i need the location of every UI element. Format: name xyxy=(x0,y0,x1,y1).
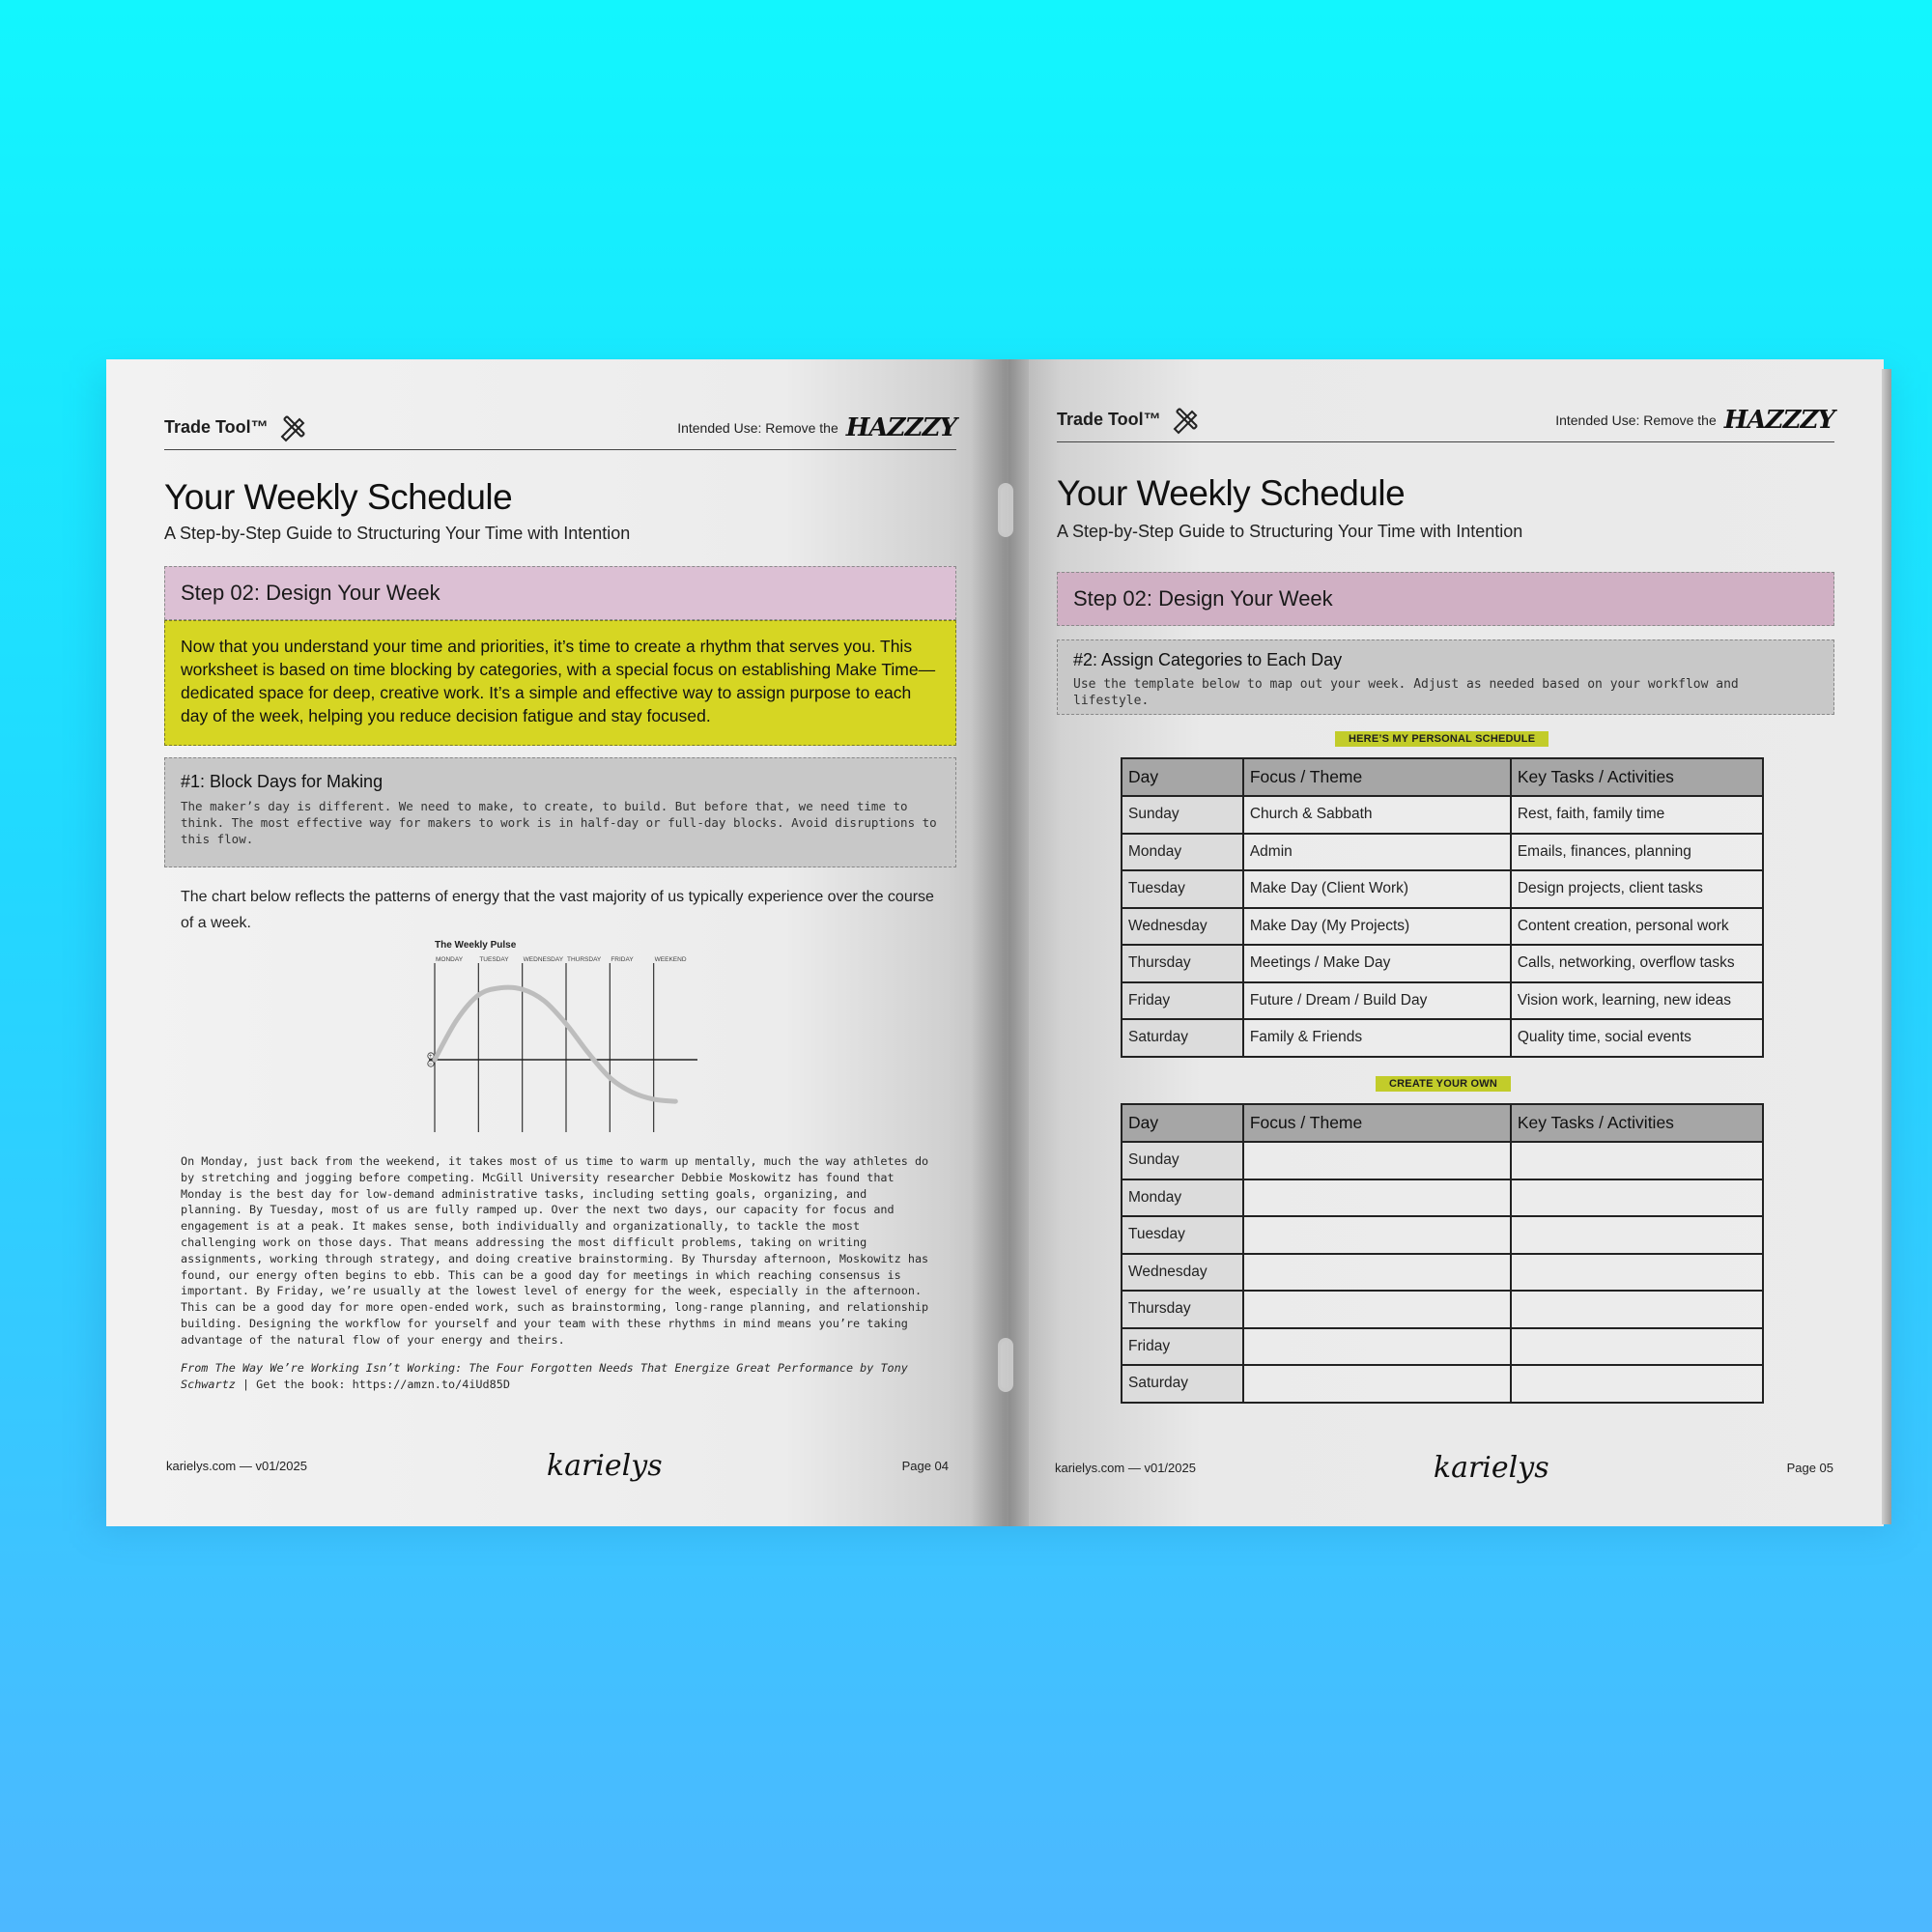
cell-day: Saturday xyxy=(1122,1365,1243,1403)
table-row xyxy=(1122,1179,1763,1217)
page-number: Page 04 xyxy=(901,1459,949,1473)
cell-day: Tuesday xyxy=(1122,1216,1243,1254)
tick-label: FRIDAY xyxy=(611,956,634,963)
cell-tasks-input[interactable] xyxy=(1511,1179,1763,1217)
personal-schedule-label: HERE’S MY PERSONAL SCHEDULE xyxy=(1335,731,1548,747)
create-your-own-label: CREATE YOUR OWN xyxy=(1376,1076,1511,1092)
hazzzy-logo: HAZZZY xyxy=(1723,405,1834,435)
table-row xyxy=(1122,796,1763,834)
block-days-box xyxy=(164,757,956,867)
cell-focus: Make Day (My Projects) xyxy=(1243,908,1511,946)
right-footer xyxy=(1055,1451,1833,1485)
cell-focus-input[interactable] xyxy=(1243,1291,1511,1328)
table-row xyxy=(1122,834,1763,871)
cell-focus-input[interactable] xyxy=(1243,1365,1511,1403)
tick-label: WEEKEND xyxy=(654,956,687,963)
personal-schedule-table xyxy=(1121,757,1764,1058)
column-header-day: Day xyxy=(1122,758,1243,796)
brand xyxy=(1057,406,1200,435)
cell-day: Sunday xyxy=(1122,1142,1243,1179)
table-row xyxy=(1122,1254,1763,1292)
footer-site[interactable]: karielys.com — v01/2025 xyxy=(166,1459,307,1473)
cell-tasks: Design projects, client tasks xyxy=(1511,870,1763,908)
table-row xyxy=(1122,1216,1763,1254)
source-title: The Way We’re Working Isn’t Working: The Four Forgotten Needs That Energize Great Performance by Tony Schwartz xyxy=(181,1361,908,1391)
cell-tasks: Content creation, personal work xyxy=(1511,908,1763,946)
intended-use-text: Intended Use: Remove the xyxy=(677,419,838,436)
table-row xyxy=(1122,1291,1763,1328)
cell-day: Saturday xyxy=(1122,1019,1243,1057)
cell-focus-input[interactable] xyxy=(1243,1216,1511,1254)
cell-focus: Future / Dream / Build Day xyxy=(1243,982,1511,1020)
intended-use-text: Intended Use: Remove the xyxy=(1555,412,1717,428)
tick-label: WEDNESDAY xyxy=(523,956,564,963)
signature-logo: karielys xyxy=(1433,1451,1549,1485)
column-header-focus: Focus / Theme xyxy=(1243,758,1511,796)
page-number: Page 05 xyxy=(1786,1461,1833,1475)
assign-text: Use the template below to map out your week. Adjust as needed based on your workflow and lifestyle. xyxy=(1073,677,1739,708)
cell-day: Thursday xyxy=(1122,945,1243,982)
assign-title: #2: Assign Categories to Each Day xyxy=(1073,650,1343,669)
footer-site[interactable]: karielys.com — v01/2025 xyxy=(1055,1461,1196,1475)
column-header-day: Day xyxy=(1122,1104,1243,1142)
chart-intro: The chart below reflects the patterns of energy that the vast majority of us typically experience over the course of a week. xyxy=(181,889,934,931)
intended-use xyxy=(1555,406,1834,435)
cell-day: Friday xyxy=(1122,1328,1243,1366)
page-title: Your Weekly Schedule xyxy=(1057,473,1406,513)
cell-day: Friday xyxy=(1122,982,1243,1020)
table-row xyxy=(1122,1019,1763,1057)
block-days-text: The maker’s day is different. We need to make, to create, to build. But before that, we need time to think. The most effective way for makers to work is in half-day or full-day blocks. Avoid disruptions to this flow. xyxy=(181,799,937,846)
block-days-title: #1: Block Days for Making xyxy=(181,772,384,791)
pencil-ruler-icon xyxy=(1171,406,1200,435)
cell-tasks: Emails, finances, planning xyxy=(1511,834,1763,871)
cell-tasks-input[interactable] xyxy=(1511,1328,1763,1366)
brand xyxy=(164,413,307,442)
source-link[interactable]: | Get the book: https://amzn.to/4iUd85D xyxy=(242,1377,510,1391)
page-subtitle: A Step-by-Step Guide to Structuring Your Time with Intention xyxy=(164,524,631,543)
cell-focus-input[interactable] xyxy=(1243,1254,1511,1292)
cell-day: Wednesday xyxy=(1122,1254,1243,1292)
table-header-row xyxy=(1122,758,1763,796)
cell-tasks: Calls, networking, overflow tasks xyxy=(1511,945,1763,982)
cell-focus-input[interactable] xyxy=(1243,1328,1511,1366)
tick-label: THURSDAY xyxy=(567,956,602,963)
table-row xyxy=(1122,1328,1763,1366)
brand-name: Trade Tool™ xyxy=(164,417,269,437)
table-header-row xyxy=(1122,1104,1763,1142)
table-row xyxy=(1122,870,1763,908)
column-header-tasks: Key Tasks / Activities xyxy=(1511,758,1763,796)
table-row xyxy=(1122,1365,1763,1403)
cell-tasks-input[interactable] xyxy=(1511,1142,1763,1179)
cell-tasks-input[interactable] xyxy=(1511,1216,1763,1254)
cell-focus: Family & Friends xyxy=(1243,1019,1511,1057)
cell-focus: Make Day (Client Work) xyxy=(1243,870,1511,908)
energy-curve xyxy=(435,987,675,1101)
quote-paragraph: On Monday, just back from the weekend, it takes most of us time to warm up mentally, much the way athletes do by stretching and jogging before competing. McGill University researcher Debbie Moskowitz has found that Monday is the best day for low-demand administrative tasks, including setting goals, organizing, and planning. By Tuesday, most of us are fully ramped up. Over the next two days, our capacity for focus and engagement is at a peak. It makes sense, both individually and organizationally, to tackle the most challenging work on those days. That means addressing the most difficult problems, taking on writing assignments, working through strategy, and doing creative brainstorming. By Thursday afternoon, Moskowitz has found, our energy often begins to ebb. This can be a good day for meetings in which reaching consensus is important. By Friday, we’re usually at the lowest level of energy for the week, especially in the afternoon. This can be a good day for more open-ended work, such as brainstorming, long-range planning, and relationship building. Designing the workflow for yourself and your team with these rhythms in mind means you’re taking advantage of the natural flow of your energy and theirs. xyxy=(181,1154,929,1347)
cell-focus-input[interactable] xyxy=(1243,1179,1511,1217)
cell-tasks-input[interactable] xyxy=(1511,1291,1763,1328)
source-prefix: From xyxy=(181,1361,209,1375)
page-edge xyxy=(1882,369,1891,1524)
cell-tasks-input[interactable] xyxy=(1511,1254,1763,1292)
right-header xyxy=(1057,398,1834,442)
cell-focus-input[interactable] xyxy=(1243,1142,1511,1179)
right-page xyxy=(1009,359,1884,1526)
page-subtitle: A Step-by-Step Guide to Structuring Your Time with Intention xyxy=(1057,522,1523,541)
cell-tasks: Vision work, learning, new ideas xyxy=(1511,982,1763,1020)
cell-focus: Admin xyxy=(1243,834,1511,871)
bottom-staple xyxy=(998,1338,1013,1392)
top-staple xyxy=(998,483,1013,537)
tick-label: MONDAY xyxy=(436,956,464,963)
left-footer xyxy=(166,1449,949,1483)
table-row xyxy=(1122,945,1763,982)
table-row xyxy=(1122,1142,1763,1179)
column-header-tasks: Key Tasks / Activities xyxy=(1511,1104,1763,1142)
left-page xyxy=(106,359,1010,1526)
book-source xyxy=(181,1360,915,1393)
intro-box: Now that you understand your time and priorities, it’s time to create a rhythm that serves you. This worksheet is based on time blocking by categories, with a special focus on establishing Make Time—dedicated space for deep, creative work. It’s a simple and effective way to assign purpose to each day of the week, helping you reduce decision fatigue and stay focused. xyxy=(164,620,956,746)
axis-marker-label: + xyxy=(428,1054,433,1060)
intended-use xyxy=(677,413,956,442)
table-row xyxy=(1122,908,1763,946)
chart-title: The Weekly Pulse xyxy=(435,940,517,951)
cell-day: Tuesday xyxy=(1122,870,1243,908)
tick-label: TUESDAY xyxy=(479,956,509,963)
cell-day: Sunday xyxy=(1122,796,1243,834)
left-header xyxy=(164,406,956,450)
signature-logo: karielys xyxy=(546,1449,663,1483)
hazzzy-logo: HAZZZY xyxy=(845,412,956,442)
brand-name: Trade Tool™ xyxy=(1057,410,1161,429)
cell-focus: Meetings / Make Day xyxy=(1243,945,1511,982)
cell-day: Monday xyxy=(1122,1179,1243,1217)
cell-day: Wednesday xyxy=(1122,908,1243,946)
axis-marker-label: − xyxy=(428,1062,433,1067)
cell-tasks: Quality time, social events xyxy=(1511,1019,1763,1057)
cell-tasks: Rest, faith, family time xyxy=(1511,796,1763,834)
pencil-ruler-icon xyxy=(278,413,307,442)
cell-tasks-input[interactable] xyxy=(1511,1365,1763,1403)
step-heading: Step 02: Design Your Week xyxy=(164,566,956,620)
cell-day: Thursday xyxy=(1122,1291,1243,1328)
page-title: Your Weekly Schedule xyxy=(164,477,513,517)
cell-focus: Church & Sabbath xyxy=(1243,796,1511,834)
cell-day: Monday xyxy=(1122,834,1243,871)
weekly-pulse-chart xyxy=(415,934,705,1137)
blank-schedule-table xyxy=(1121,1103,1764,1404)
table-row xyxy=(1122,982,1763,1020)
assign-categories-box xyxy=(1057,639,1834,715)
column-header-focus: Focus / Theme xyxy=(1243,1104,1511,1142)
step-heading: Step 02: Design Your Week xyxy=(1057,572,1834,626)
